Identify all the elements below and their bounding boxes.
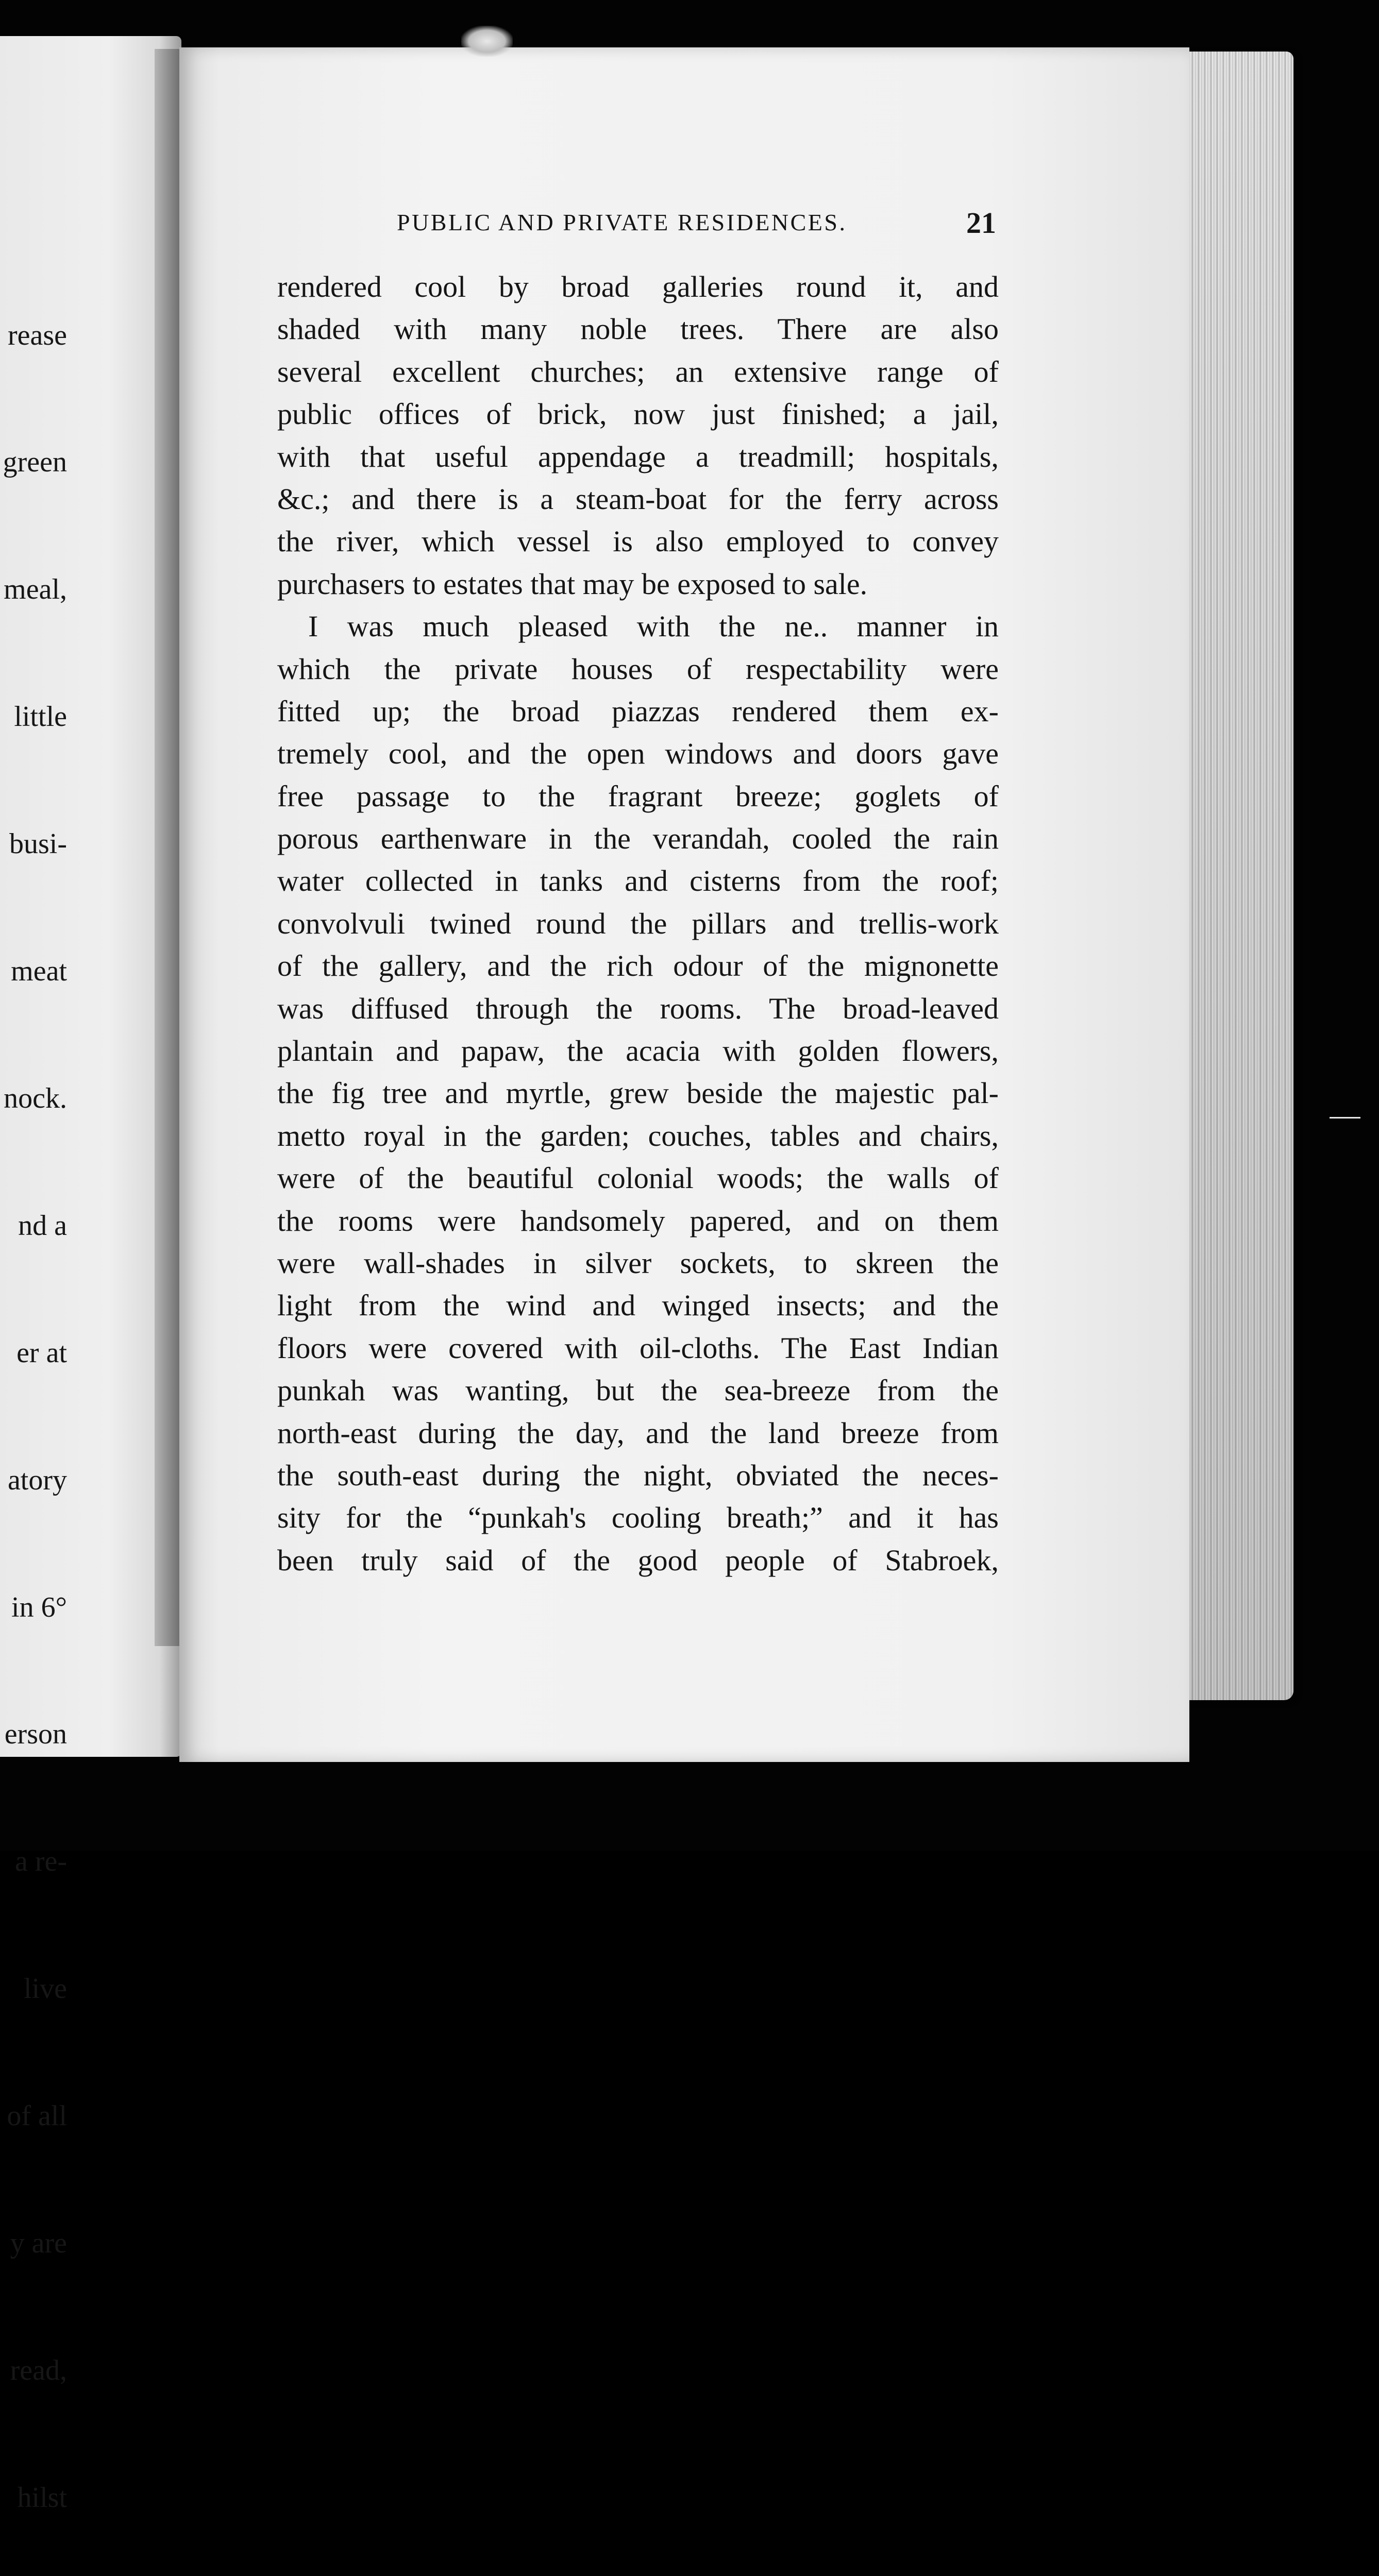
left-line: rease [7,319,67,351]
text-line: was diffused through the rooms. The broad-leaved [277,991,999,1025]
text-line: shaded with many noble trees. There are also [277,312,999,346]
text-line: tremely cool, and the open windows and doors gave [277,737,999,771]
text-line: north-east during the day, and the land breeze from [277,1416,999,1450]
text-line: several excellent churches; an extensive range of [277,354,999,388]
left-line: busi- [9,828,67,860]
text-line: floors were covered with oil-cloths. The East Indian [277,1331,999,1365]
text-line: of the gallery, and the rich odour of the mignonette [277,949,999,983]
left-line: atory [7,1464,67,1496]
text-line: which the private houses of respectability were [277,652,999,686]
page-tear [461,26,513,57]
text-line: sity for the “punkah's cooling breath;” and it has [277,1501,999,1535]
text-line: metto royal in the garden; couches, tables and chairs, [277,1118,999,1153]
left-line: in 6° [11,1591,67,1623]
left-line: nd a [18,1209,67,1242]
left-line: read, [10,2354,67,2386]
running-head-title: PUBLIC AND PRIVATE RESIDENCES. [397,209,847,235]
text-line: the fig tree and myrtle, grew beside the majestic pal- [277,1076,999,1110]
text-line: were wall-shades in silver sockets, to skreen the [277,1246,999,1280]
left-line: y are [10,2227,67,2259]
text-line: public offices of brick, now just finished; a jail, [277,397,999,431]
left-line: erson [4,1718,67,1751]
left-line: green [3,446,67,479]
left-page-text [3,36,67,2576]
text-line: light from the wind and winged insects; and the [277,1289,999,1323]
text-line: were of the beautiful colonial woods; the walls of [277,1161,999,1195]
left-line: nock. [4,1082,67,1114]
text-line: porous earthenware in the verandah, cooled the rain [277,822,999,856]
left-line: of all [7,2100,67,2132]
text-line: water collected in tanks and cisterns from the roof; [277,864,999,898]
left-line: a re- [14,1845,67,1878]
left-line: er at [16,1336,67,1369]
left-line: meal, [4,573,67,606]
text-line: rendered cool by broad galleries round it, and [277,270,999,303]
text-line: been truly said of the good people of Stabroek, [277,1543,999,1577]
text-line: the river, which vessel is also employed to convey [277,524,999,558]
left-line: hilst [17,2481,67,2514]
text-line: plantain and papaw, the acacia with golden flowers, [277,1034,999,1068]
text-line: purchasers to estates that may be exposed to sale. [277,567,868,601]
body-text [277,266,999,1582]
left-line: meat [11,955,67,988]
text-line: convolvuli twined round the pillars and trellis-work [277,906,999,940]
text-line: punkah was wanting, but the sea-breeze from the [277,1374,999,1408]
text-line: I was much pleased with the ne.. manner in [308,609,999,643]
text-line: &c.; and there is a steam-boat for the ferry across [277,482,999,516]
scan-mark [1330,1117,1360,1118]
text-line: with that useful appendage a treadmill; hospitals, [277,439,999,473]
text-line: the south-east during the night, obviated the neces- [277,1458,999,1492]
page-number: 21 [966,206,996,240]
text-line: fitted up; the broad piazzas rendered them ex- [277,694,999,728]
text-line: free passage to the fragrant breeze; goglets of [277,779,999,813]
left-line: live [24,1973,67,2005]
text-line: the rooms were handsomely papered, and on them [277,1204,999,1238]
left-line: little [14,701,67,733]
